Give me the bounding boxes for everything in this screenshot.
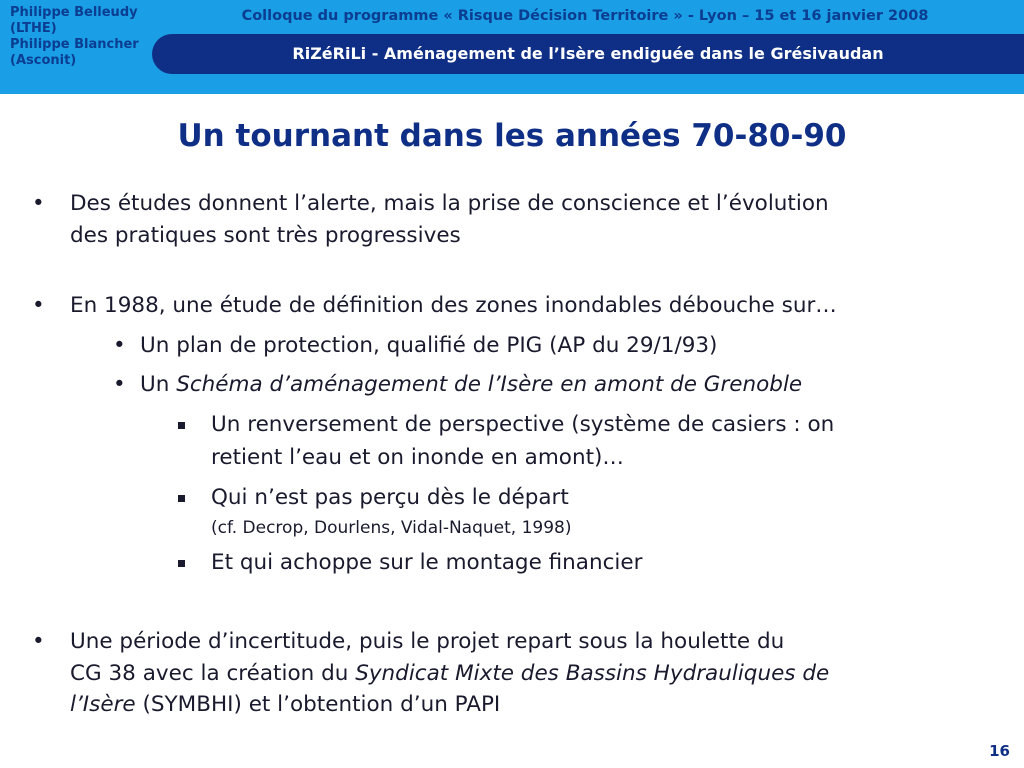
author-2-affiliation: (Asconit) xyxy=(10,53,77,68)
sub-sub-bullet-2-line-1: Qui n’est pas perçu dès le départ xyxy=(211,485,569,510)
sub-sub-bullet-1-line-2: retient l’eau et on inonde en amont)… xyxy=(211,445,624,470)
bullet-3-line-3 xyxy=(70,688,500,721)
square-bullet-icon xyxy=(178,408,188,441)
sub-bullet-dot: • xyxy=(113,372,126,397)
author-1: Philippe Belleudy xyxy=(10,5,138,20)
bullet-3-line-3-italic: l’Isère xyxy=(70,692,136,717)
author-1-affiliation: (LTHE) xyxy=(10,21,57,36)
bullet-3-line-2-prefix: CG 38 avec la création du xyxy=(70,661,356,686)
sub-bullet-dot: • xyxy=(113,333,126,358)
bullet-1-line-1: Des études donnent l’alerte, mais la prise de conscience et l’évolution xyxy=(70,191,829,216)
bullet-dot: • xyxy=(32,293,45,318)
square-bullet-icon xyxy=(178,546,188,579)
bullet-3-line-1: Une période d’incertitude, puis le projet repart sous la houlette du xyxy=(70,629,785,654)
bullet-3-line-2 xyxy=(70,657,829,690)
author-2: Philippe Blancher xyxy=(10,37,139,52)
bullet-3-line-3-suffix: (SYMBHI) et l’obtention d’un PAPI xyxy=(135,692,501,717)
bullet-dot: • xyxy=(32,191,45,216)
bullet-dot: • xyxy=(32,629,45,654)
bullet-2-line-1: En 1988, une étude de définition des zones inondables débouche sur… xyxy=(70,293,837,318)
authors-block xyxy=(10,5,160,69)
sub-sub-bullet-2-citation: (cf. Decrop, Dourlens, Vidal-Naquet, 1998) xyxy=(211,518,572,538)
project-banner xyxy=(152,34,1024,74)
sub-bullet-2-italic: Schéma d’aménagement de l’Isère en amont de Grenoble xyxy=(176,372,803,397)
slide-title: Un tournant dans les années 70-80-90 xyxy=(177,118,847,154)
sub-bullet-2-prefix: Un xyxy=(140,372,177,397)
square-bullet-icon xyxy=(178,481,188,514)
sub-bullet-1: Un plan de protection, qualifié de PIG (AP du 29/1/93) xyxy=(140,333,718,358)
bullet-3-line-2-italic: Syndicat Mixte des Bassins Hydrauliques de xyxy=(355,661,830,686)
project-title: RiZéRiLi - Aménagement de l’Isère endiguée dans le Grésivaudan xyxy=(292,44,884,63)
header-bar xyxy=(0,0,1024,94)
sub-sub-bullet-3: Et qui achoppe sur le montage financier xyxy=(211,550,643,575)
bullet-1-line-2: des pratiques sont très progressives xyxy=(70,223,461,248)
sub-bullet-2 xyxy=(140,368,802,401)
page-number: 16 xyxy=(989,742,1010,760)
sub-sub-bullet-1-line-1: Un renversement de perspective (système de casiers : on xyxy=(211,412,835,437)
conference-title: Colloque du programme « Risque Décision Territoire » - Lyon – 15 et 16 janvier 2008 xyxy=(241,8,929,24)
